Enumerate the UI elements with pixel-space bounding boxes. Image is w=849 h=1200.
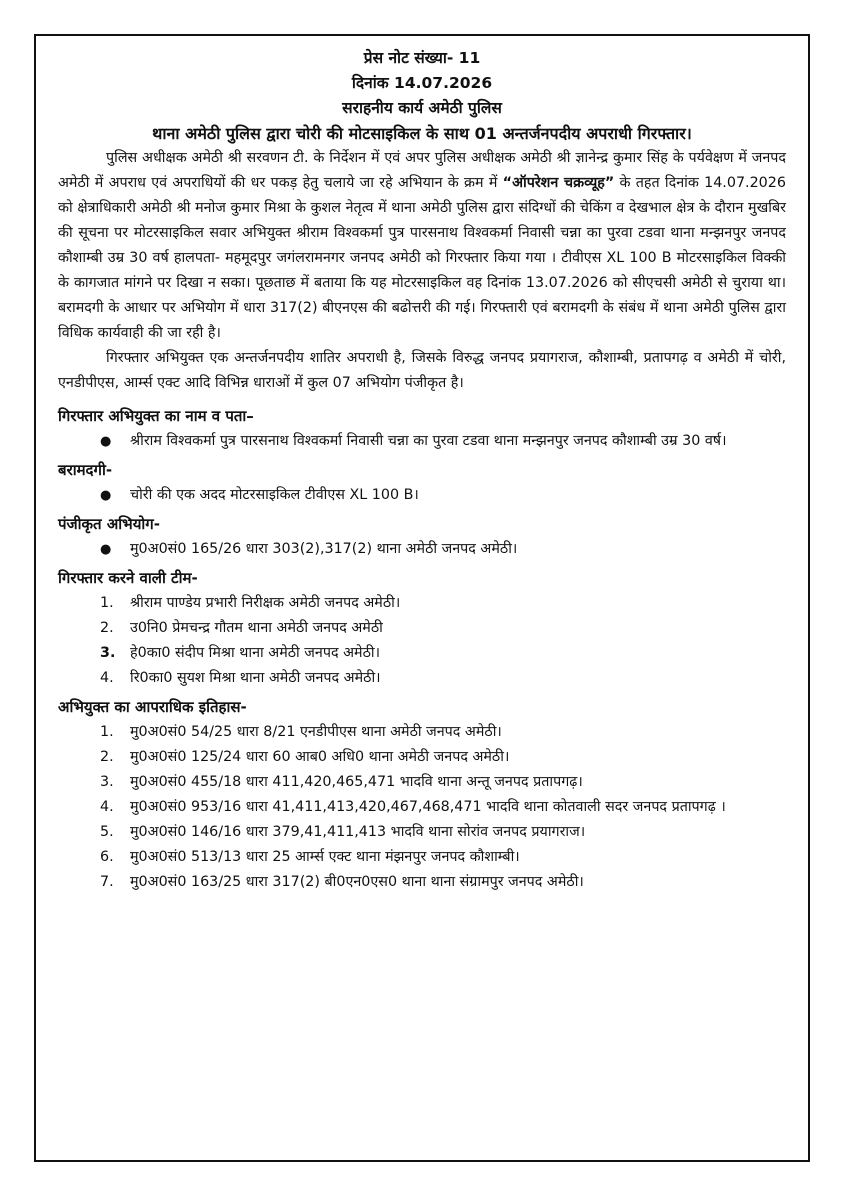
item-text: मु0अ0सं0 455/18 धारा 411,420,465,471 भादवि थाना अन्तू जनपद प्रतापगढ़।	[130, 774, 583, 790]
list-item	[100, 845, 786, 870]
list-item: ● चोरी की एक अदद मोटरसाइकिल टीवीएस XL 100 B।	[100, 483, 786, 508]
team-list	[58, 591, 786, 691]
list-item	[100, 820, 786, 845]
arrested-section-title: गिरफ्तार अभियुक्त का नाम व पता–	[58, 407, 254, 425]
item-text: मु0अ0सं0 163/25 धारा 317(2) बी0एन0एस0 थाना थाना संग्रामपुर जनपद अमेठी।	[130, 874, 584, 890]
paragraph-1-rest: के तहत दिनांक 14.07.2026 को क्षेत्राधिकारी अमेठी श्री मनोज कुमार मिश्रा के कुशल नेतृत्व में थाना अमेठी पुलिस द्वारा संदिग्धों की चेकिंग व देखभाल क्षेत्र के दौरान मुखबिर की सूचना पर मोटरसाइकिल सवार अभियुक्त श्रीराम विश्वकर्मा पुत्र पारसनाथ विश्वकर्मा निवासी चन्ना का पुरवा टडवा थाना मन्झनपुर जनपद कौशाम्बी उम्र 30 वर्ष हालपता- महमूदपुर जगंलरामनगर जनपद अमेठी को गिरफ्तार किया गया । टीवीएस XL 100 B मोटरसाइकिल विक्की के कागजात मांगने पर दिखा न सका। पूछताछ में बताया कि यह मोटरसाइकिल वह दिनांक 13.07.2026 को सीएचसी अमेठी से चुराया था। बरामदगी के आधार पर अभियोग में धारा 317(2) बीएनएस की बढोत्तरी की गई। गिरफ्तारी एवं बरामदगी के संबंध में थाना अमेठी पुलिस द्वारा विधिक कार्यवाही की जा रही है।	[58, 175, 786, 341]
operation-name: “ऑपरेशन चक्रव्यूह”	[502, 175, 615, 191]
recovery-list	[58, 483, 786, 508]
item-number: 7.	[100, 874, 114, 890]
item-number: 3.	[100, 774, 114, 790]
item-text: मु0अ0सं0 125/24 धारा 60 आब0 अधि0 थाना अमेठी जनपद अमेठी।	[130, 749, 510, 765]
item-text: हे0का0 संदीप मिश्रा थाना अमेठी जनपद अमेठी।	[130, 645, 381, 661]
press-note-number: प्रेस नोट संख्या- 11	[363, 49, 481, 67]
item-text: रि0का0 सुयश मिश्रा थाना अमेठी जनपद अमेठी।	[130, 670, 381, 686]
list-item	[100, 745, 786, 770]
item-number: 5.	[100, 824, 114, 840]
item-text: उ0नि0 प्रेमचन्द्र गौतम थाना अमेठी जनपद अमेठी	[130, 620, 383, 636]
team-section-title: गिरफ्तार करने वाली टीम-	[58, 569, 198, 587]
arrested-list	[58, 429, 786, 454]
press-note-subtitle: सराहनीय कार्य अमेठी पुलिस	[342, 99, 502, 117]
list-item	[100, 795, 786, 820]
recovery-section-title: बरामदगी-	[58, 461, 113, 479]
criminal-history-section-title: अभियुक्त का आपराधिक इतिहास-	[58, 698, 247, 716]
list-item	[100, 641, 786, 666]
paragraph-1-intro: पुलिस अधीक्षक अमेठी श्री सरवणन टी. के निर्देशन में एवं अपर पुलिस अधीक्षक अमेठी श्री ज्ञानेन्द्र कुमार सिंह के पर्यवेक्षण में जनपद अमेठी में अपराध एवं अपराधियों की धर पकड़ हेतु चलाये जा रहे अभियान के क्रम में	[58, 150, 786, 191]
item-number: 1.	[100, 595, 114, 611]
list-item: ● श्रीराम विश्वकर्मा पुत्र पारसनाथ विश्वकर्मा निवासी चन्ना का पुरवा टडवा थाना मन्झनपुर जनपद कौशाम्बी उम्र 30 वर्ष।	[100, 429, 786, 454]
list-item: ● मु0अ0सं0 165/26 धारा 303(2),317(2) थाना अमेठी जनपद अमेठी।	[100, 537, 786, 562]
item-number: 6.	[100, 849, 114, 865]
body-paragraph-1	[58, 146, 786, 346]
item-text: मु0अ0सं0 953/16 धारा 41,411,413,420,467,468,471 भादवि थाना कोतवाली सदर जनपद प्रतापगढ़ ।	[130, 799, 726, 815]
item-text: मु0अ0सं0 146/16 धारा 379,41,411,413 भादवि थाना सोरांव जनपद प्रयागराज।	[130, 824, 586, 840]
item-number: 3.	[100, 645, 116, 661]
list-item	[100, 666, 786, 691]
list-item	[100, 591, 786, 616]
item-text: श्रीराम पाण्डेय प्रभारी निरीक्षक अमेठी जनपद अमेठी।	[130, 595, 401, 611]
press-note-headline: थाना अमेठी पुलिस द्वारा चोरी की मोटसाइकिल के साथ 01 अन्तर्जनपदीय अपराधी गिरफ्तार।	[152, 124, 692, 143]
item-number: 4.	[100, 799, 114, 815]
list-item	[100, 720, 786, 745]
item-number: 2.	[100, 749, 114, 765]
document-header	[58, 46, 786, 146]
registered-case-section-title: पंजीकृत अभियोग-	[58, 515, 160, 533]
body-paragraph-2: गिरफ्तार अभियुक्त एक अन्तर्जनपदीय शातिर अपराधी है, जिसके विरुद्ध जनपद प्रयागराज, कौशाम्बी, प्रतापगढ़ व अमेठी में चोरी, एनडीपीएस, आर्म्स एक्ट आदि विभिन्न धाराओं में कुल 07 अभियोग पंजीकृत है।	[58, 350, 786, 391]
document-frame	[34, 34, 810, 1162]
press-note-date: दिनांक 14.07.2026	[351, 74, 493, 92]
list-item	[100, 870, 786, 895]
registered-case-list	[58, 537, 786, 562]
item-number: 1.	[100, 724, 114, 740]
item-number: 4.	[100, 670, 114, 686]
item-number: 2.	[100, 620, 114, 636]
item-text: मु0अ0सं0 54/25 धारा 8/21 एनडीपीएस थाना अमेठी जनपद अमेठी।	[130, 724, 502, 740]
item-text: मु0अ0सं0 513/13 धारा 25 आर्म्स एक्ट थाना मंझनपुर जनपद कौशाम्बी।	[130, 849, 520, 865]
list-item	[100, 770, 786, 795]
list-item	[100, 616, 786, 641]
criminal-history-list	[58, 720, 786, 895]
